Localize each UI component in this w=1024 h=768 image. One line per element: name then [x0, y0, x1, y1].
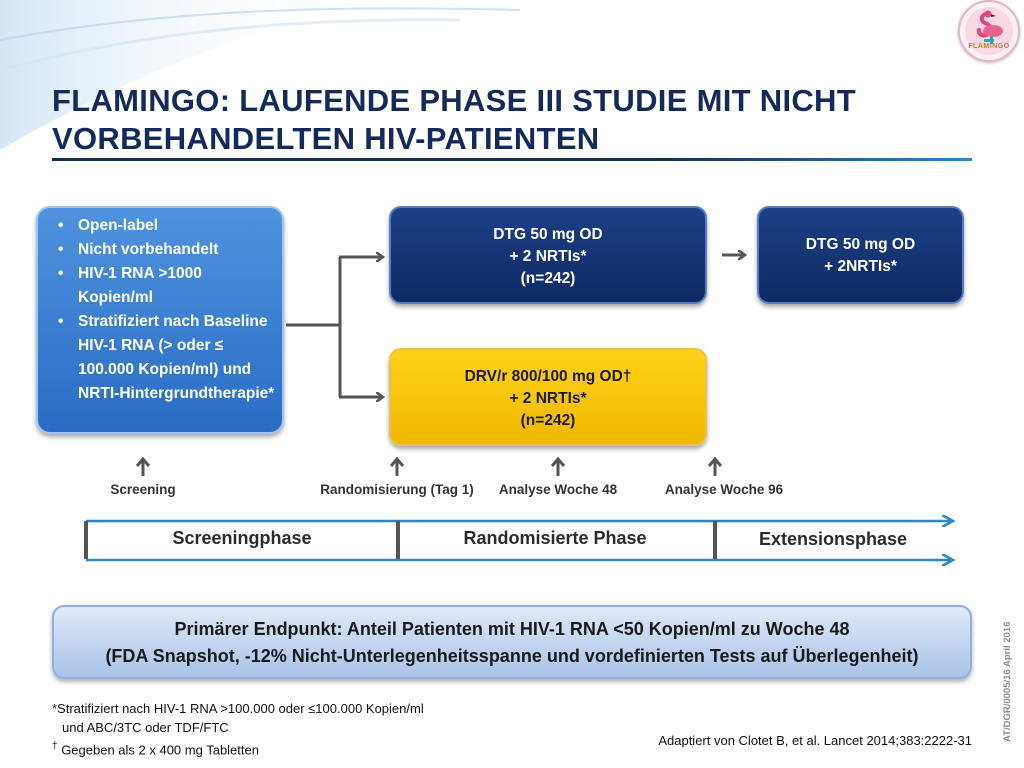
endpoint-line1: Primärer Endpunkt: Anteil Patienten mit HIV-1 RNA <50 Kopien/ml zu Woche 48	[174, 619, 850, 639]
title-underline	[52, 158, 972, 161]
arm-drv-line2: + 2 NRTIs*	[509, 390, 587, 407]
criteria-item-treatment-naive: • Nicht vorbehandelt	[58, 238, 276, 262]
endpoint-line2: (FDA Snapshot, -12% Nicht-Unterlegenheitsspanne und vordefinierten Tests auf Überlegenheit)	[105, 646, 919, 666]
phase-screening-label: Screeningphase	[172, 528, 312, 548]
flamingo-icon	[960, 2, 1018, 60]
extension-arm-box	[757, 206, 964, 304]
citation: Adaptiert von Clotet B, et al. Lancet 2014;383:2222-31	[658, 733, 972, 748]
phase-extension-label: Extensionsphase	[758, 529, 908, 549]
phase-divider-randomisation	[396, 521, 400, 559]
timeline-week96-label: Analyse Woche 96	[664, 482, 784, 497]
footnote-stratification: *Stratifiziert nach HIV-1 RNA >100.000 oder ≤100.000 Kopien/ml	[52, 701, 424, 716]
arm-dtg-box	[389, 206, 707, 304]
flamingo-logo	[958, 0, 1020, 62]
phase-randomised-label: Randomisierte Phase	[463, 528, 647, 548]
logo-text: FLAMINGO	[968, 43, 1010, 50]
timeline-screening-label: Screening	[110, 482, 176, 497]
footnotes	[52, 699, 532, 759]
document-code: AT/DGR/0005/16 April 2016	[1002, 621, 1013, 742]
criteria-list	[58, 214, 276, 406]
phase-divider-extension	[713, 521, 717, 559]
arm-dtg-line1: DTG 50 mg OD	[493, 226, 603, 243]
timeline-randomisation-label: Randomisierung (Tag 1)	[320, 482, 474, 497]
dagger-symbol: †	[52, 741, 58, 752]
phase-divider-start	[84, 521, 88, 559]
primary-endpoint-box	[52, 605, 972, 679]
arm-dtg-line3: (n=242)	[520, 270, 576, 287]
footnote-dosage	[52, 737, 532, 759]
slide-title: FLAMINGO: LAUFENDE PHASE III STUDIE MIT NICHT VORBEHANDELTEN HIV-PATIENTEN	[52, 83, 856, 156]
criteria-item-stratification: • Stratifiziert nach Baseline HIV-1 RNA (> oder ≤ 100.000 Kopien/ml) und NRTI-Hintergrundtherapie*	[58, 310, 276, 406]
extension-line1: DTG 50 mg OD	[805, 236, 916, 253]
extension-line2: + 2NRTIs*	[824, 258, 897, 275]
footnote-backbone: und ABC/3TC oder TDF/FTC	[62, 720, 229, 735]
footnote-dosage-text: Gegeben als 2 x 400 mg Tabletten	[61, 742, 259, 758]
inclusion-criteria-box	[36, 206, 284, 434]
arm-drv-line3: (n=242)	[520, 412, 576, 429]
timeline-week48-label: Analyse Woche 48	[498, 482, 618, 497]
criteria-item-viral-load: • HIV-1 RNA >1000 Kopien/ml	[58, 262, 276, 310]
arm-dtg-line2: + 2 NRTIs*	[509, 248, 587, 265]
criteria-item-open-label: • Open-label	[58, 214, 276, 238]
arm-drv-line1: DRV/r 800/100 mg OD†	[464, 368, 632, 385]
arm-drv-box	[389, 348, 707, 446]
